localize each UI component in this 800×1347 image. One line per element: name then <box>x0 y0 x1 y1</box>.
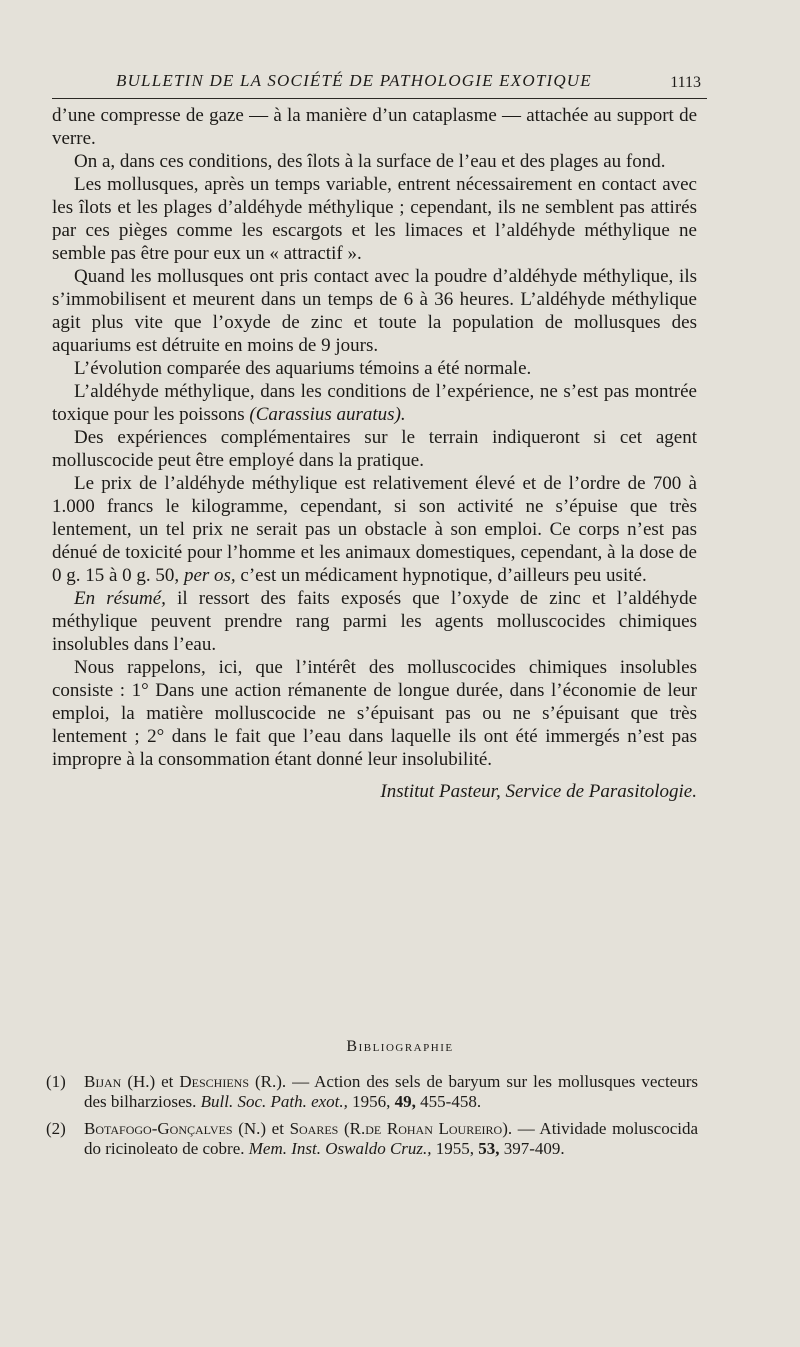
journal-name: Mem. Inst. Oswaldo Cruz., <box>248 1139 432 1158</box>
resume-label: En résumé, <box>74 588 166 609</box>
entry-title: ). — Atividade moluscocida do ricinoleato de cobre. <box>84 1119 699 1158</box>
entry-year: 1955, <box>435 1139 475 1158</box>
author-initials: (R. <box>343 1119 366 1138</box>
paragraph-4: Quand les mollusques ont pris contact avec la poudre d’aldéhyde méthylique, ils s’immobilisent et meurent dans un temps de 6 à 36 heures. L’aldéhyde méthylique agit plus vite que l’oxyde de zinc et toute la population de mollusques des aquariums est détruite en moins de 9 jours. <box>52 266 697 356</box>
per-os: per os, <box>183 565 236 586</box>
entry-volume: 49, <box>394 1092 416 1111</box>
entry-pages: 455-458. <box>420 1092 482 1111</box>
paragraph-9-text: il ressort des faits exposés que l’oxyde de zinc et l’aldéhyde méthylique peuvent prendre rang parmi les agents molluscocides chimiques insolubles dans l’eau. <box>52 588 698 655</box>
paragraph-6 <box>52 380 697 426</box>
running-title: BULLETIN DE LA SOCIÉTÉ DE PATHOLOGIE EXOTIQUE <box>116 71 592 90</box>
author-name: de Rohan Loureiro <box>365 1119 503 1138</box>
institution-signature: Institut Pasteur, Service de Parasitologie. <box>380 781 697 802</box>
entry-volume: 53, <box>478 1139 500 1158</box>
author-initials: (N.) et <box>238 1119 284 1138</box>
author-name: Bijan <box>84 1072 122 1091</box>
entry-year: 1956, <box>352 1092 391 1111</box>
paragraph-8-text: Le prix de l’aldéhyde méthylique est relativement élevé et de l’ordre de 700 à 1.000 francs le kilogramme, cependant, si son activité ne s’épuise que très lentement, un tel prix ne serait pas un obstacle à son emploi. Ce corps n’est pas dénué de toxicité pour l’homme et les animaux domestiques, cependant, à la dose de 0 g. 15 à 0 g. 50, <box>52 473 697 586</box>
bibliography-entry <box>46 1072 698 1112</box>
entry-title: (R.). — Action des sels de baryum sur les mollusques vecteurs des bilharzioses. <box>84 1072 699 1111</box>
author-name: Soares <box>289 1119 339 1138</box>
paragraph-5: L’évolution comparée des aquariums témoins a été normale. <box>74 358 532 379</box>
bibliography-list <box>46 1072 698 1166</box>
paragraph-1: d’une compresse de gaze — à la manière d’un cataplasme — attachée au support de verre. <box>52 105 697 149</box>
species-name: (Carassius auratus). <box>249 404 406 425</box>
author-initials: (H.) et <box>127 1072 174 1091</box>
paragraph-9 <box>52 587 697 656</box>
bibliography-title: Bibliographie <box>346 1038 454 1055</box>
author-name: Botafogo-Gonçalves <box>84 1119 233 1138</box>
page-number: 1113 <box>670 74 701 91</box>
paragraph-10: Nous rappelons, ici, que l’intérêt des molluscocides chimiques insolubles consiste : 1° Dans une action rémanente de longue durée, dans l’économie de leur emploi, la matière molluscocide ne s’épuisant pas ou ne s’épuisant que très lentement ; 2° dans le fait que l’eau dans laquelle ils ont été immergés n’est pas impropre à la consommation étant donné leur insolubilité. <box>52 657 697 770</box>
entry-pages: 397-409. <box>503 1139 565 1158</box>
entry-number: (2) <box>46 1119 66 1138</box>
paragraph-2: On a, dans ces conditions, des îlots à la surface de l’eau et des plages au fond. <box>74 151 666 172</box>
paragraph-8-end: c’est un médicament hypnotique, d’ailleurs peu usité. <box>240 565 647 586</box>
paragraph-7: Des expériences complémentaires sur le terrain indiqueront si cet agent molluscocide peut être employé dans la pratique. <box>52 427 697 471</box>
paragraph-6-text: L’aldéhyde méthylique, dans les conditions de l’expérience, ne s’est pas montrée toxique pour les poissons <box>52 381 697 425</box>
paragraph-3: Les mollusques, après un temps variable, entrent nécessairement en contact avec les îlots et les plages d’aldéhyde méthylique ; cependant, ils ne semblent pas attirés par ces pièges comme les escargots et les limaces et l’aldéhyde méthylique ne semble pas être pour eux un « attractif ». <box>52 174 697 264</box>
journal-name: Bull. Soc. Path. exot., <box>200 1092 348 1111</box>
bibliography-entry <box>46 1119 698 1159</box>
article-body <box>52 104 697 803</box>
paragraph-8 <box>52 472 697 587</box>
running-header <box>52 68 707 99</box>
author-name: Deschiens <box>179 1072 249 1091</box>
entry-number: (1) <box>46 1072 66 1091</box>
